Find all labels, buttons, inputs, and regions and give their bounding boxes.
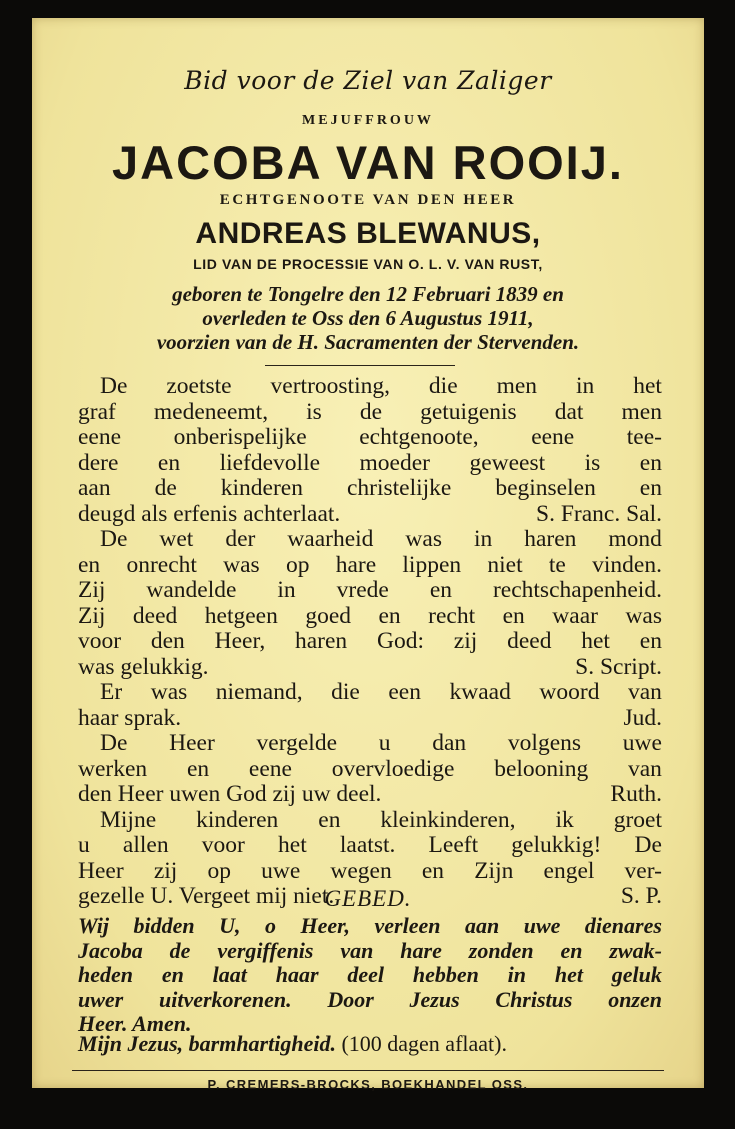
prayer-text	[78, 914, 662, 1037]
body-line	[78, 502, 662, 528]
body-line-text: u allen voor het laatst. Leeft gelukkig! De	[78, 832, 662, 858]
body-line	[78, 400, 662, 426]
body-line	[78, 833, 662, 859]
prayer-line: Wij bidden U, o Heer, verleen aan uwe dienares	[78, 913, 662, 938]
body-line	[78, 808, 662, 834]
divider	[265, 365, 455, 366]
deceased-name: JACOBA VAN ROOIJ.	[112, 136, 624, 189]
divider	[72, 1070, 664, 1071]
prayer-title: GEBED.	[324, 886, 412, 911]
scripture-source: Ruth.	[610, 781, 662, 807]
prayer-line: uwer uitverkorenen. Door Jezus Christus onzen	[78, 986, 662, 1012]
body-line-text: was gelukkig.	[78, 653, 209, 680]
body-line-text: gezelle U. Vergeet mij niet.	[78, 883, 335, 909]
body-line-text: De wet der waarheid was in haren mond	[100, 526, 662, 552]
biography	[62, 282, 674, 354]
scripture-source: Jud.	[623, 704, 662, 731]
body-line-text: werken en eene overvloedige belooning van	[78, 755, 662, 782]
body-line	[78, 680, 662, 706]
body-line-text: Mijne kinderen en kleinkinderen, ik groet	[100, 806, 662, 833]
body-line	[78, 782, 662, 808]
body-line	[78, 578, 662, 604]
body-line	[78, 553, 662, 579]
body-text	[78, 374, 662, 910]
body-line-text: den Heer uwen God zij uw deel.	[78, 781, 382, 807]
biography-line: geboren te Tongelre den 12 Februari 1839 en	[172, 282, 564, 306]
biography-line: overleden te Oss den 6 Augustus 1911,	[202, 306, 534, 330]
body-line-text: haar sprak.	[78, 704, 182, 731]
memorial-card	[32, 18, 704, 1092]
scripture-source: S. Franc. Sal.	[536, 500, 662, 527]
prayer-line: heden en laat haar deel hebben in het geluk	[78, 962, 662, 987]
prayer-line: Heer. Amen.	[78, 1011, 192, 1036]
body-line-text: Zij wandelde in vrede en rechtschapenheid.	[78, 577, 662, 603]
closing-invocation: Mijn Jezus, barmhartigheid.	[78, 1031, 336, 1056]
scripture-source: S. Script.	[575, 653, 662, 680]
body-line-text: De zoetste vertroosting, die men in het	[100, 373, 662, 399]
body-line-text: deugd als erfenis achterlaat.	[78, 500, 341, 527]
membership-line: LID VAN DE PROCESSIE VAN O. L. V. VAN RUST,	[193, 256, 543, 272]
body-line-text: aan de kinderen christelijke beginselen en	[78, 475, 662, 501]
invocation-heading: Bid voor de Ziel van Zaliger	[184, 66, 552, 95]
body-line	[78, 757, 662, 783]
body-line-text: De Heer vergelde u dan volgens uwe	[100, 730, 662, 756]
honorific: MEJUFFROUW	[302, 113, 434, 128]
body-line	[78, 451, 662, 477]
body-line	[78, 374, 662, 400]
body-line-text: voor den Heer, haren God: zij deed het en	[78, 628, 662, 654]
spouse-name: ANDREAS BLEWANUS,	[195, 217, 541, 250]
body-line	[78, 629, 662, 655]
body-line	[78, 425, 662, 451]
printer-imprint: P. CREMERS-BROCKS, BOEKHANDEL OSS.	[207, 1077, 529, 1092]
body-line-text: Zij deed hetgeen goed en recht en waar was	[78, 602, 662, 629]
body-line	[78, 731, 662, 757]
body-line-text: Heer zij op uwe wegen en Zijn engel ver-	[78, 857, 662, 884]
biography-line: voorzien van de H. Sacramenten der Stervenden.	[156, 330, 580, 354]
body-line-text: en onrecht was op hare lippen niet te vinden.	[78, 551, 662, 578]
body-line	[78, 604, 662, 630]
body-line	[78, 859, 662, 885]
body-line	[78, 476, 662, 502]
spouse-title: ECHTGENOOTE VAN DEN HEER	[219, 192, 517, 208]
closing-line	[78, 1031, 662, 1057]
prayer-line: Jacoba de vergiffenis van hare zonden en zwak-	[78, 937, 662, 963]
scripture-source: S. P.	[620, 883, 662, 909]
body-line-text: eene onberispelijke echtgenoote, eene tee-	[78, 424, 662, 450]
body-line	[78, 527, 662, 553]
body-line-text: graf medeneemt, is de getuigenis dat men	[78, 398, 662, 425]
body-line-text: dere en liefdevolle moeder geweest is en	[78, 449, 662, 476]
body-line	[78, 655, 662, 681]
body-line-text: Er was niemand, die een kwaad woord van	[100, 679, 662, 705]
body-line	[78, 706, 662, 732]
indulgence-note: (100 dagen aflaat).	[341, 1031, 507, 1056]
